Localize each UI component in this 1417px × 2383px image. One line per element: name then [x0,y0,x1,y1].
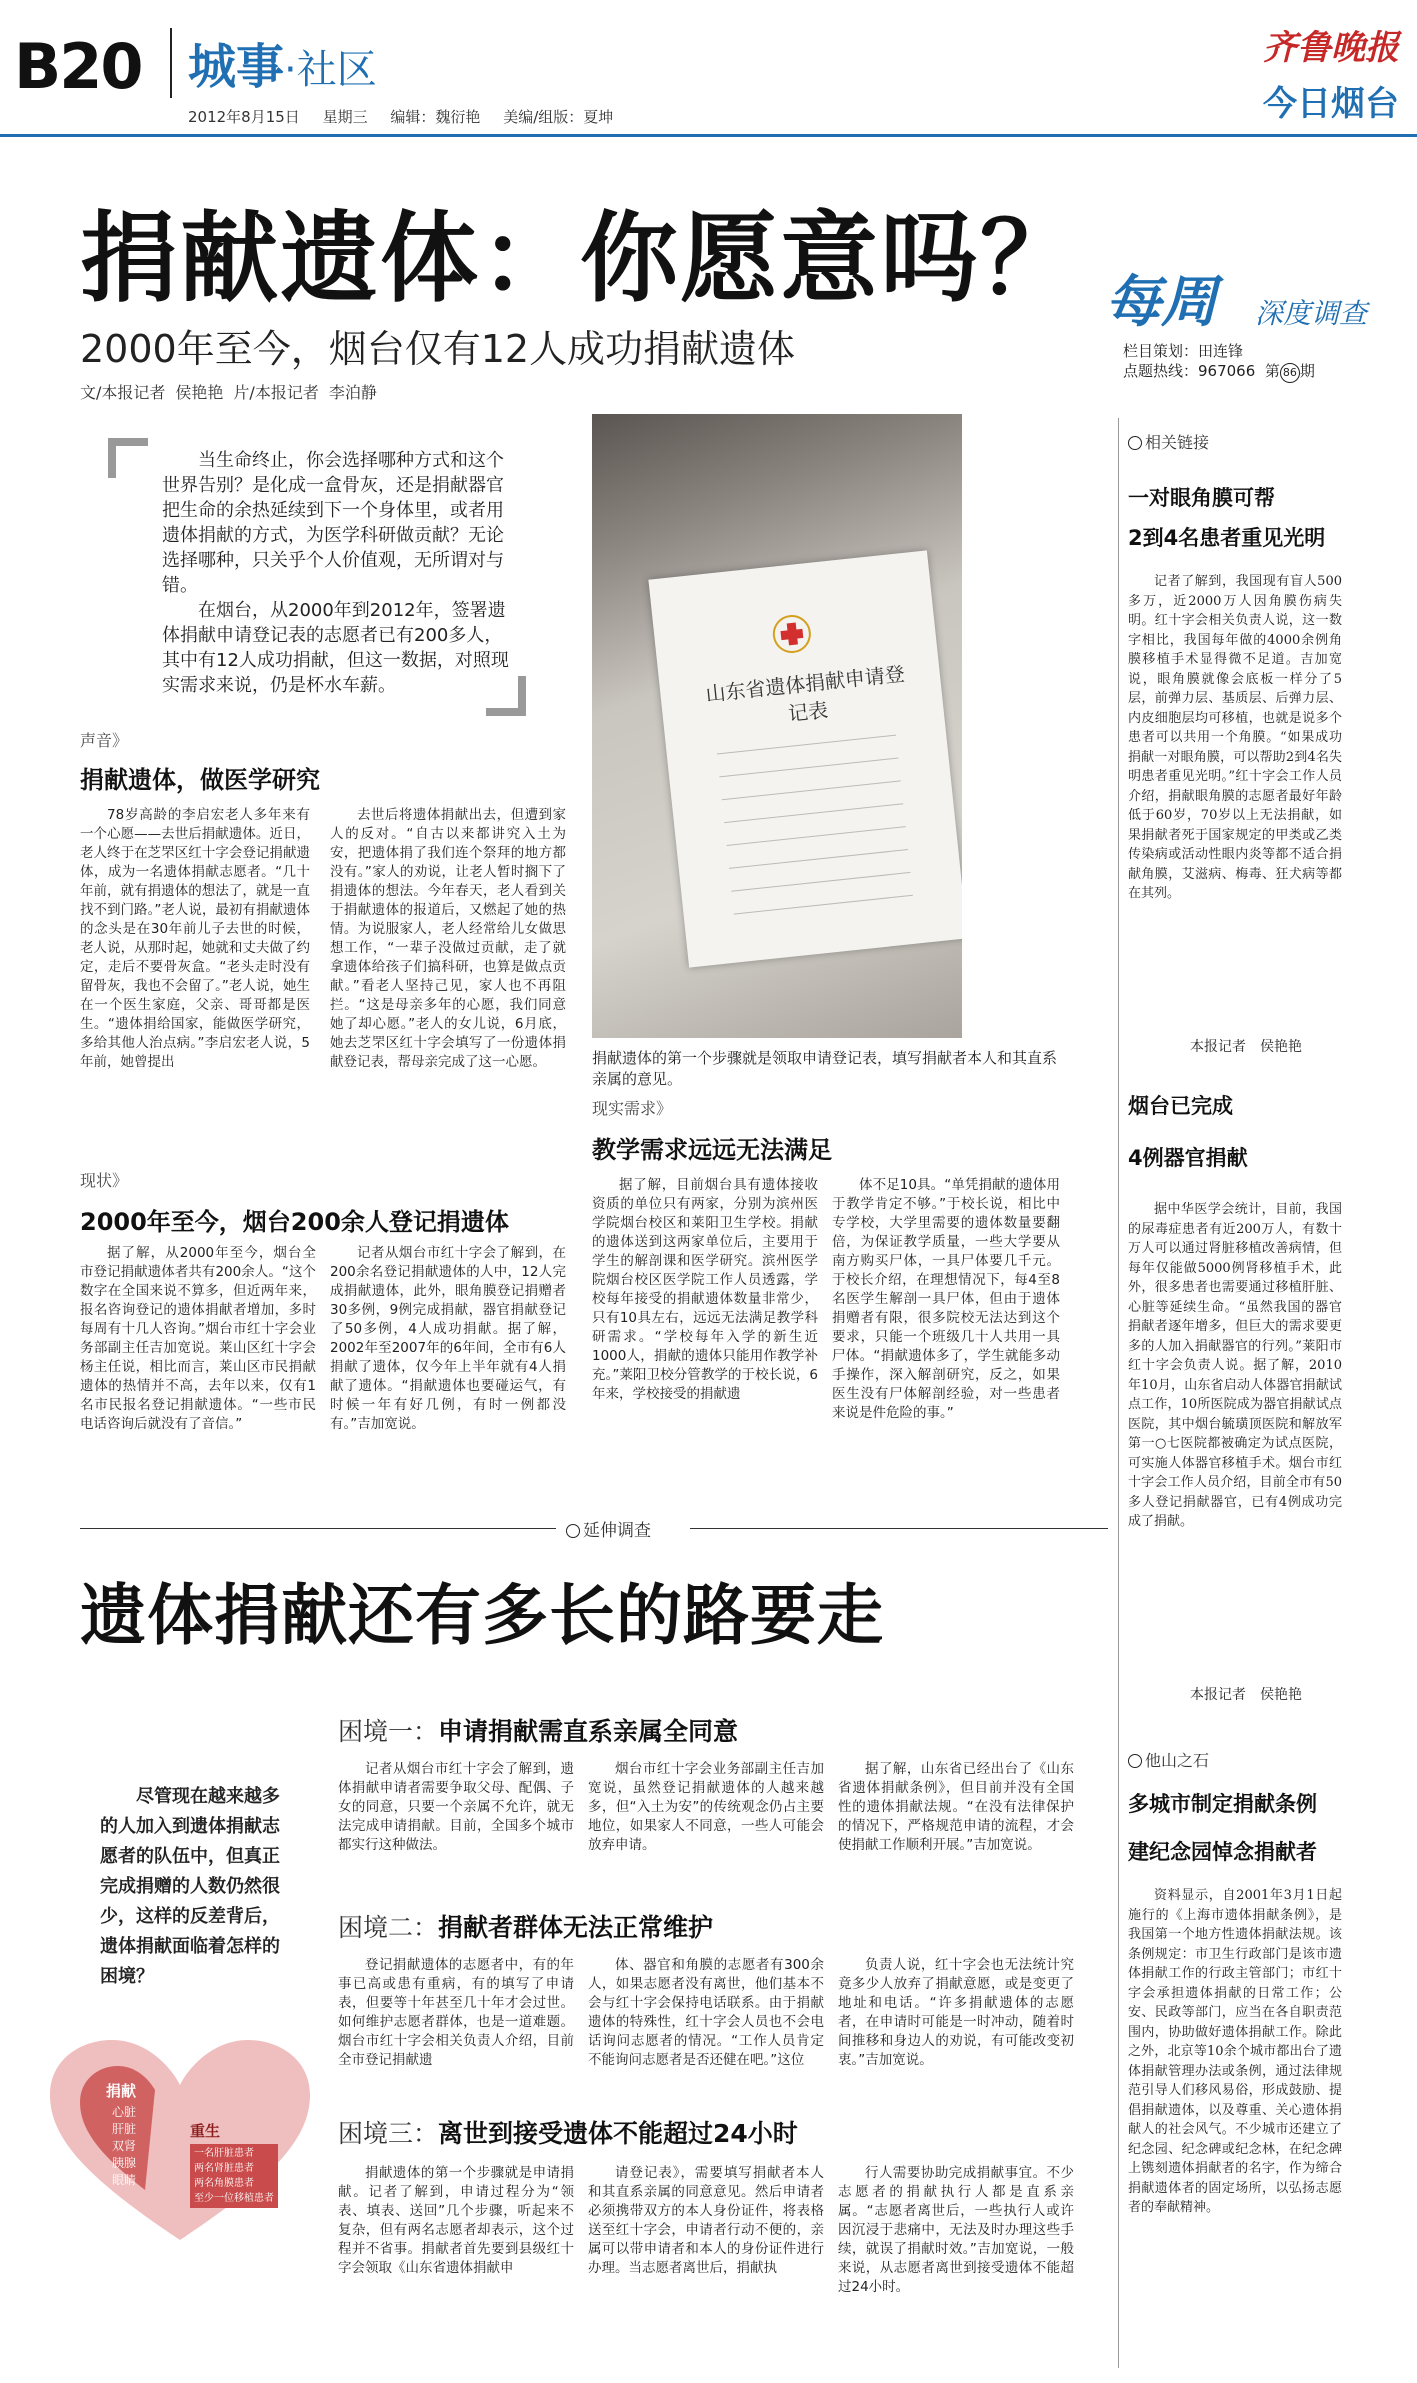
other-title-2: 建纪念园悼念捐献者 [1128,1840,1317,1864]
dilemma-2-column-2: 体、器官和角膜的志愿者有300余人，如果志愿者没有离世，他们基本不会与红十字会保持电话联系。由于捐献遗体的特殊性，红十字会人员也不会电话询问志愿者的情况。“工作人员肯定不能询问志愿者是否还健在吧。”这位 [588,1957,824,2068]
heart-recipient-item: 两名肾脏患者 [194,2163,254,2174]
byline [80,380,387,403]
other-cities-article: 资料显示，自2001年3月1日起施行的《上海市遗体捐献条例》，是我国第一个地方性遗体捐献法规。该条例规定：市卫生行政部门是该市遗体捐献工作的行政主管部门；市红十字会承担遗体捐献的日常工作；公安、民政等部门，应当在各自职责范围内，协助做好遗体捐献工作。除此之外，北京等10余个城市都出台了遗体捐献管理办法或条例，通过法律规范引导人们移风易俗，形成鼓励、提倡捐献遗体，以及尊重、关心遗体捐献人的社会风气。不少城市还建立了纪念园、纪念碑或纪念林，在纪念碑上镌刻遗体捐献者的名字，作为缔合捐献遗体者的固定场所，以弘扬志愿者的奉献精神。 [1128,1888,1342,2215]
heart-organ-item: 胰腺 [112,2156,137,2170]
section-name: 城事 [188,39,285,95]
dilemma-3-column-1: 捐献遗体的第一个步骤就是申请捐献。记者了解到，申请过程分为“领表、填表、送回”几个步骤，听起来不复杂，但有两名志愿者却表示，这个过程并不省事。捐献者首先要到县级红十字会领取《山东省遗体捐献申 [338,2165,574,2276]
header-rule [0,134,1417,137]
reality-heading: 教学需求远远无法满足 [592,1136,832,1164]
cornea-title-2: 2到4名患者重见光明 [1128,526,1326,550]
organ-article: 据中华医学会统计，目前，我国的尿毒症患者有近200万人，有数十万人可以通过肾脏移植改善病情，但每年仅能做5000例肾移植手术，此外，很多患者也需要通过移植肝脏、心脏等延续生命。“虽然我国的器官捐献者逐年增多，但巨大的需求要更多的人加入捐献器官的行列。”莱阳市红十字会负责人说。据了解，2010年10月，山东省启动人体器官捐献试点工作，10所医院成为器官捐献试点医院，其中烟台毓璜顶医院和解放军第一○七医院都被确定为试点医院，可实施人体器官移植手术。烟台市红十字会工作人员介绍，目前全市有50多人登记捐献器官，已有4例成功完成了捐献。 [1128,1202,1342,1529]
organ-title-1: 烟台已完成 [1128,1094,1233,1118]
badge-weekly: 每周 [1105,270,1217,335]
issue-date: 2012年8月15日 [188,108,300,126]
sub-headline: 2000年至今，烟台仅有12人成功捐献遗体 [80,327,796,371]
badge-hotline-text: 点题热线：967066 [1123,362,1256,380]
badge-planner: 栏目策划：田连锋 [1123,342,1244,360]
related-link-tag [1128,430,1209,453]
status-heading: 2000年至今，烟台200余人登记捐遗体 [80,1208,509,1236]
donation-heart-graphic [50,2040,310,2250]
heart-organ-item: 双肾 [112,2139,137,2153]
badge-hotline [1123,360,1315,383]
dilemma-2-title: 捐献者群体无法正常维护 [438,1913,714,1942]
section-title [188,28,377,97]
newspaper-logo: 齐鲁晚报 [1263,28,1399,68]
cornea-title-1: 一对眼角膜可帮 [1128,486,1275,510]
extension-rule-left [80,1528,556,1529]
heart-organ-item: 眼睛 [112,2173,137,2187]
extension-lead: 尽管现在越来越多的人加入到遗体捐献志愿者的队伍中，但真正完成捐赠的人数仍然很少，这样的反差背后，遗体捐献面临着怎样的困境？ [100,1786,280,1987]
cornea-signature: 本报记者 侯艳艳 [1190,1039,1302,1055]
voice-tag: 声音》 [80,731,129,750]
page-number: B20 [14,30,142,103]
byline-photographer: 李泊静 [328,383,377,402]
photo-application-form [592,414,962,1038]
edition-name: 今日烟台 [1263,84,1399,124]
dilemma-3-prefix: 困境三： [338,2119,439,2148]
dilemma-3-column-3: 行人需要协助完成捐献事宜。不少志愿者的捐献执行人都是直系亲属。“志愿者离世后，一些执行人或许因沉浸于悲痛中，无法及时办理这些手续，就误了捐献时效。”吉加宽说，一般来说，从志愿者离世到接受遗体不能超过24小时。 [838,2165,1074,2295]
dilemma-2-column-1: 登记捐献遗体的志愿者中，有的年事已高或患有重病，有的填写了申请表，但要等十年甚至几十年才会过世。如何维护志愿者群体，也是一道难题。烟台市红十字会相关负责人介绍，目前全市登记捐献遗 [338,1957,574,2068]
weekly-badge [1105,258,1405,386]
quote-bracket-open [108,438,148,478]
extension-rule-right [690,1528,1108,1529]
dilemma-3-column-2: 请登记表》，需要填写捐献者本人和其直系亲属的同意意见。然后申请者必须携带双方的本人身份证件，将表格送至红十字会，申请者行动不便的，亲属可以带申请者和本人的身份证件进行办理。当志愿者离世后，捐献执 [588,2165,824,2276]
dilemma-2-prefix: 困境二： [338,1913,439,1942]
cornea-article: 记者了解到，我国现有盲人500多万，近2000万人因角膜伤病失明。红十字会相关负责人说，这一数字相比，我国每年做的4000余例角膜移植手术显得微不足道。吉加宽说，眼角膜就像会底板一样分了5层，前弹力层、基质层、后弹力层、内皮细胞层均可移植，也就是说多个患者可以共用一个角膜。“如果成功捐献一对眼角膜，可以帮助2到4名失明患者重见光明。”红十字会工作人员介绍，捐献眼角膜的志愿者最好年龄低于60岁，70岁以上无法捐献，如果捐献者死于国家规定的甲类或乙类传染病或活动性眼内炎等都不适合捐献角膜，艾滋病、梅毒、狂犬病等都在其列。 [1128,574,1342,901]
circle-bullet-icon [1128,436,1142,450]
quote-bracket-close [486,676,526,716]
other-title-1: 多城市制定捐献条例 [1128,1792,1317,1816]
intro-paragraph-2: 在烟台，从2000年到2012年，签署遗体捐献申请登记表的志愿者已有200多人，其中有12人成功捐献，但这一数据，对照现实需求来说，仍是杯水车薪。 [162,600,509,696]
status-column-1: 据了解，从2000年至今，烟台全市登记捐献遗体者共有200余人。“这个数字在全国来说不算多，但近两年来，报名咨询登记的遗体捐献者增加，多时每周有十几人咨询。”烟台市红十字会业务部副主任吉加宽说。莱山区红十字会杨主任说，相比而言，莱山区市民捐献遗体的热情并不高，去年以来，仅有1名市民报名登记捐献遗体。“一些市民电话咨询后就没有了音信。” [80,1245,316,1432]
issue-number: 86 [1280,363,1300,383]
circle-bullet-icon [566,1524,580,1538]
issue-weekday: 星期三 [322,108,368,126]
red-cross-icon [771,613,813,655]
organ-title-2: 4例器官捐献 [1128,1146,1248,1170]
photo-caption: 捐献遗体的第一个步骤就是领取申请登记表，填写捐献者本人和其直系亲属的意见。 [592,1049,1058,1088]
reality-column-1: 据了解，目前烟台具有遗体接收资质的单位只有两家，分别为滨州医学院烟台校区和莱阳卫生学校。捐献的遗体送到这两家单位后，主要用于学生的解剖课和医学研究。滨州医学院烟台校区医学院工作人员透露，学校每年接受的捐献遗体数量非常少，只有10具左右，远远无法满足教学科研需求。“学校每年入学的新生近1000人，捐献的遗体只能用作教学补充。”莱阳卫校分管教学的于校长说，6年来，学校接受的捐献遗 [592,1177,818,1402]
dilemma-3-heading [338,2114,798,2150]
byline-reporter: 侯艳艳 [175,383,224,402]
byline-label: 文/本报记者 [80,383,166,402]
dilemma-1-column-3: 据了解，山东省已经出台了《山东省遗体捐献条例》，但目前并没有全国性的遗体捐献法规。“在没有法律保护的情况下，严格规范申请的流程，才会使捐献工作顺利开展。”吉加宽说。 [838,1761,1074,1853]
heart-recipient-item: 至少一位移植患者 [194,2193,274,2204]
related-link-label: 相关链接 [1145,433,1210,452]
dilemma-1-title: 申请捐献需直系亲属全同意 [438,1717,739,1746]
heart-recipient-item: 一名肝脏患者 [194,2148,254,2159]
dilemma-1-prefix: 困境一： [338,1717,439,1746]
heart-organ-item: 心脏 [112,2105,137,2119]
status-column-2: 记者从烟台市红十字会了解到，在200余名登记捐献遗体的人中，12人完成捐献遗体，此外，眼角膜登记捐赠者30多例，9例完成捐献，器官捐献登记了50多例，4人成功捐献。据了解，2002年至2007年的6年间，全市有6人捐献了遗体，仅今年上半年就有4人捐献了遗体。“捐献遗体也要碰运气，有时候一年有好几例，有时一例都没有。”吉加宽说。 [330,1245,566,1432]
reality-column-2: 体不足10具。“单凭捐献的遗体用于教学肯定不够。”于校长说，相比中专学校，大学里需要的遗体数量要翻倍，为保证教学质量，一些大学要从南方购买尸体，一具尸体要几千元。于校长介绍，在理想情况下，每4至8名医学生解剖一具尸体，但由于遗体捐赠者有限，很多院校无法达到这个要求，只能一个班级几十人共用一具尸体。“捐献遗体多了，学生就能多动手操作，深入解剖研究，反之，如果医生没有尸体解剖经验，对一些患者来说是件危险的事。” [832,1177,1060,1421]
reality-tag: 现实需求》 [592,1099,673,1118]
editor-credit: 编辑：魏衍艳 [390,108,481,126]
sidebar-divider [1118,418,1119,2368]
intro-paragraph-1: 当生命终止，你会选择哪种方式和这个世界告别？是化成一盒骨灰，还是捐献器官把生命的余热延续到下一个身体里，或者用遗体捐献的方式，为医学科研做贡献？无论选择哪种，只关乎个人价值观，无所谓对与错。 [162,450,504,596]
heart-main-label: 捐献 [106,2082,137,2100]
heart-recipient-list [190,2144,278,2208]
extension-tag-label: 延伸调查 [583,1521,651,1541]
dilemma-2-column-3: 负责人说，红十字会也无法统计究竟多少人放弃了捐献意愿，或是变更了地址和电话。“许多捐献遗体的志愿者，在申请时可能是一时冲动，随着时间推移和身边人的劝说，有可能改变初衷。”吉加宽说。 [838,1957,1074,2068]
designer-credit: 美编/组版：夏坤 [503,108,614,126]
page-header [0,0,1417,128]
heart-side-label: 重生 [190,2122,221,2140]
dilemma-2-heading [338,1908,713,1944]
dilemma-1-column-1: 记者从烟台市红十字会了解到，遗体捐献申请者需要争取父母、配偶、子女的同意，只要一个亲属不允许，就无法完成申请捐献。目前，全国多个城市都实行这种做法。 [338,1761,574,1853]
other-cities-label: 他山之石 [1145,1751,1210,1770]
byline-photo-label: 片/本报记者 [233,383,319,402]
intro-quote [110,438,510,708]
form-title: 山东省遗体捐献申请登记表 [704,661,906,726]
dilemma-1-heading [338,1712,738,1748]
subsection-name: ·社区 [284,47,377,93]
voice-column-1: 78岁高龄的李启宏老人多年来有一个心愿——去世后捐献遗体。近日，老人终于在芝罘区红十字会登记捐献遗体，成为一名遗体捐献志愿者。“几十年前，就有捐遗体的想法了，就是一直找不到门路。”老人说，最初有捐献遗体的念头是在30年前儿子去世的时候，老人说，从那时起，她就和丈夫做了约定，走后不要骨灰盒。“老头走时没有留骨灰，我也不会留了。”老人说，她生在一个医生家庭，父亲、哥哥都是医生。“遗体捐给国家，能做医学研究，多给其他人治点病。”李启宏老人说，5年前，她曾提出 [80,807,310,1070]
heart-organ-list [112,2104,136,2189]
heart-organ-item: 肝脏 [112,2122,137,2136]
form-paper [648,550,962,967]
badge-deep-investigation: 深度调查 [1255,297,1368,330]
other-cities-tag [1128,1748,1209,1771]
voice-column-2: 去世后将遗体捐献出去，但遭到家人的反对。“自古以来都讲究入土为安，把遗体捐了我们连个祭拜的地方都没有。”家人的劝说，让老人暂时搁下了捐遗体的想法。今年春天，老人看到关于捐献遗体的报道后，又燃起了她的热情。为说服家人，老人经常给儿女做思想工作，“一辈子没做过贡献，走了就拿遗体给孩子们搞科研，也算是做点贡献。”看老人坚持己见，家人也不再阻拦。“这是母亲多年的心愿，我们同意她了却心愿。”老人的女儿说，6月底，她去芝罘区红十字会填写了一份遗体捐献登记表，帮母亲完成了这一心愿。 [330,807,566,1070]
main-headline: 捐献遗体：你愿意吗？ [80,202,1081,316]
header-meta [188,106,631,127]
voice-heading: 捐献遗体，做医学研究 [80,766,320,794]
header-divider [170,28,172,98]
dilemma-1-column-2: 烟台市红十字会业务部副主任吉加宽说，虽然登记捐献遗体的人越来越多，但“入土为安”的传统观念仍占主要地位，如果家人不同意，一些人可能会放弃申请。 [588,1761,824,1853]
issue-suffix: 期 [1299,362,1315,380]
heart-recipient-item: 两名角膜患者 [194,2178,254,2189]
extension-headline: 遗体捐献还有多长的路要走 [80,1577,884,1654]
circle-bullet-icon [1128,1754,1142,1768]
status-tag: 现状》 [80,1171,129,1190]
organ-signature: 本报记者 侯艳艳 [1190,1687,1302,1703]
form-lines [717,735,915,937]
extension-tag [556,1516,661,1541]
dilemma-3-title: 离世到接受遗体不能超过24小时 [438,2119,798,2148]
issue-prefix: 第 [1264,362,1280,380]
